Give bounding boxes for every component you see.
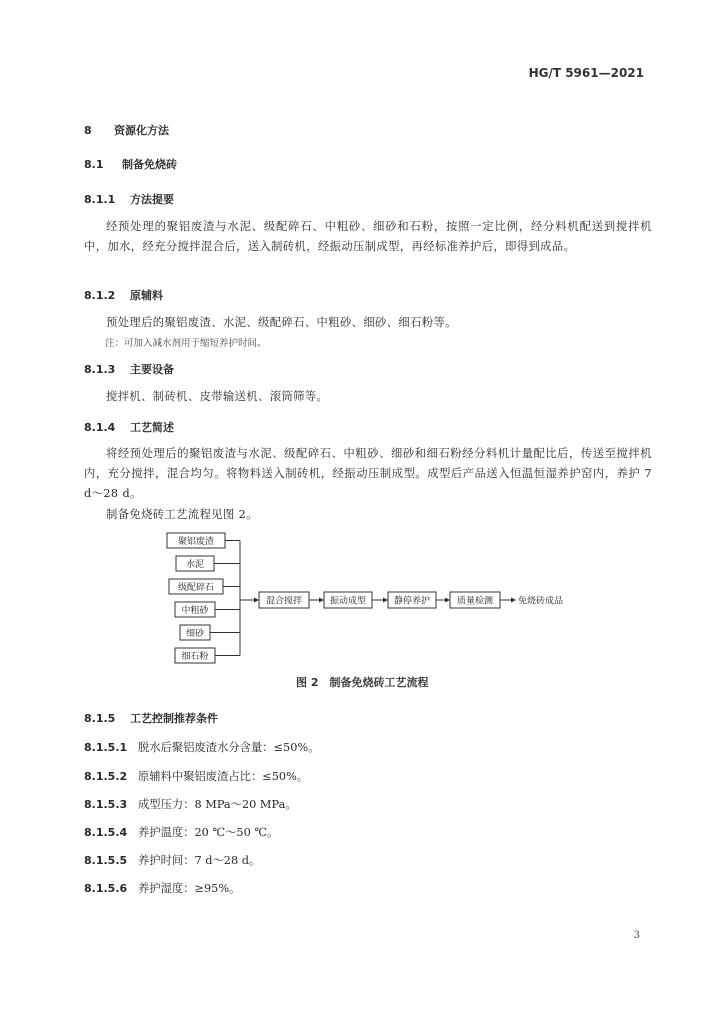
section-title: 资源化方法 — [114, 124, 169, 137]
figure-caption: 图 2 制备免烧砖工艺流程 — [296, 676, 429, 689]
arrow-head — [511, 598, 516, 603]
section-8-1-4-heading — [84, 419, 174, 435]
item-text: 养护湿度：≥95%。 — [138, 882, 241, 895]
section-number: 8.1.3 — [84, 363, 116, 376]
item-number: 8.1.5.5 — [84, 854, 128, 867]
item-text: 成型压力：8 MPa～20 MPa。 — [138, 798, 297, 811]
item-text: 脱水后聚铝废渣水分含量：≤50%。 — [138, 741, 320, 754]
section-title: 工艺简述 — [130, 421, 174, 434]
condition-item — [84, 768, 308, 784]
input-label: 细砂 — [185, 629, 205, 639]
item-number: 8.1.5.3 — [84, 798, 128, 811]
doc-code: HG/T 5961—2021 — [528, 66, 644, 80]
step-label: 混合搅拌 — [265, 596, 303, 607]
section-number: 8.1.4 — [84, 421, 116, 434]
section-title: 方法提要 — [130, 193, 174, 206]
section-title: 原辅料 — [130, 289, 163, 302]
paragraph-8-1-3: 搅拌机、制砖机、皮带输送机、滚筒筛等。 — [106, 390, 329, 403]
section-number: 8.1.2 — [84, 289, 116, 302]
step-label: 静停养护 — [393, 596, 431, 607]
section-8-1-heading — [84, 156, 177, 172]
arrow-head — [383, 598, 388, 603]
input-label: 级配碎石 — [177, 583, 215, 593]
input-label: 水泥 — [185, 560, 205, 570]
input-label: 中粗砂 — [181, 606, 209, 616]
note-8-1-2: 注：可加入减水剂用于缩短养护时间。 — [105, 338, 267, 349]
condition-item — [84, 824, 278, 840]
step-label: 振动成型 — [329, 596, 367, 607]
item-text: 养护温度：20 ℃～50 ℃。 — [138, 826, 279, 839]
condition-item — [84, 880, 240, 896]
section-8-1-1-heading — [84, 191, 174, 207]
condition-item — [84, 852, 260, 868]
section-number: 8 — [84, 124, 92, 137]
output-label: 免烧砖成品 — [518, 596, 564, 607]
item-number: 8.1.5.1 — [84, 741, 128, 754]
arrow-head — [319, 598, 324, 603]
section-number: 8.1 — [84, 158, 104, 171]
item-number: 8.1.5.4 — [84, 826, 128, 839]
input-label: 聚铝废渣 — [177, 537, 215, 547]
condition-item — [84, 796, 297, 812]
section-8-1-5-heading — [84, 710, 218, 726]
section-title: 工艺控制推荐条件 — [130, 712, 218, 725]
condition-item — [84, 739, 319, 755]
step-label: 质量检测 — [456, 596, 494, 607]
item-text: 原辅料中聚铝废渣占比：≤50%。 — [138, 770, 309, 783]
page-number: 3 — [633, 930, 640, 941]
item-number: 8.1.5.2 — [84, 770, 128, 783]
section-8-1-2-heading — [84, 287, 163, 303]
section-title: 主要设备 — [130, 363, 174, 376]
paragraph-8-1-4-figure-ref: 制备免烧砖工艺流程见图 2。 — [106, 508, 258, 521]
process-flowchart — [160, 528, 590, 670]
paragraph-8-1-4: 将经预处理后的聚铝废渣与水泥、级配碎石、中粗砂、细砂和细石粉经分料机计量配比后，传送至搅拌机内，充分搅拌，混合均匀。将物料送入制砖机，经振动压制成型。成型后产品送入恒温恒湿养护窑内，养护 7 d～28 d。 — [84, 447, 652, 500]
input-label: 细石粉 — [181, 652, 209, 662]
section-number: 8.1.1 — [84, 193, 116, 206]
paragraph-8-1-2: 预处理后的聚铝废渣、水泥、级配碎石、中粗砂、细砂、细石粉等。 — [106, 316, 457, 329]
arrow-head — [445, 598, 450, 603]
item-number: 8.1.5.6 — [84, 882, 128, 895]
paragraph-8-1-1: 经预处理的聚铝废渣与水泥、级配碎石、中粗砂、细砂和石粉，按照一定比例，经分料机配送到搅拌机中，加水，经充分搅拌混合后，送入制砖机，经振动压制成型，再经标准养护后，即得到成品。 — [84, 220, 652, 253]
item-text: 养护时间：7 d～28 d。 — [138, 854, 261, 867]
section-title: 制备免烧砖 — [122, 158, 177, 171]
section-number: 8.1.5 — [84, 712, 116, 725]
section-8-1-3-heading — [84, 361, 174, 377]
arrow-head — [254, 598, 259, 603]
section-8-heading — [84, 122, 169, 138]
